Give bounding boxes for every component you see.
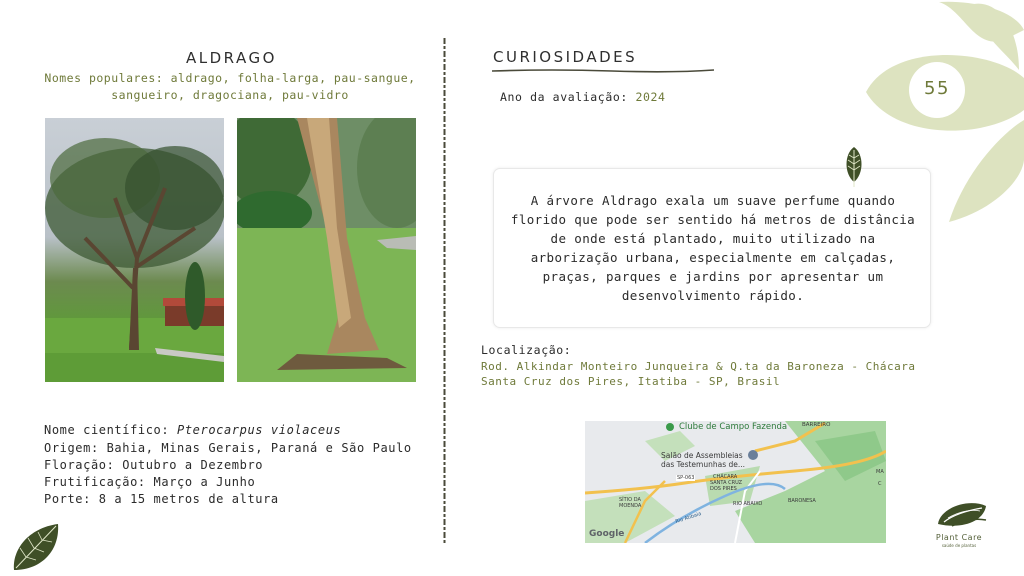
location-address: Rod. Alkindar Monteiro Junqueira & Q.ta da Baroneza - Chácara Santa Cruz dos Pires, Itatiba - SP, Brasil	[481, 360, 916, 388]
map-label-sitio-1: SÍTIO DA	[619, 497, 641, 503]
fact-flowering: Floração: Outubro a Dezembro	[44, 458, 264, 472]
curiosity-text: A árvore Aldrago exala um suave perfume quando florido que pode ser sentido há metros de distância de onde está plantado, muito utilizado na arborização urbana, especialmente em calçadas, praças, parques e jardins por apresentar um desenvolvimento rápido.	[510, 193, 916, 303]
map-label-edge-ma: MA	[876, 469, 884, 475]
fact-fruiting: Frutificação: Março a Junho	[44, 475, 256, 489]
map-label-baronesa: BARONESA	[788, 498, 816, 504]
google-logo: Google	[589, 529, 625, 539]
map-label-barreiro: BARREIRO	[802, 422, 831, 428]
popular-names-line2: sangueiro, dragociana, pau-vidro	[111, 88, 349, 102]
tree-photo-full	[45, 118, 224, 382]
logo-name: Plant Care	[935, 533, 983, 542]
scientific-name: Pterocarpus violaceus	[177, 423, 342, 437]
map-label-edge-c: C	[878, 481, 882, 487]
map-label-rio-abaixo: RIO ABAIXO	[733, 501, 763, 507]
plant-facts	[44, 440, 412, 508]
plant-title: ALDRAGO	[186, 49, 277, 67]
map-label-sp063: SP-063	[677, 475, 695, 481]
map-label-salao-1: Salão de Assembleias	[661, 451, 743, 460]
fact-origin: Origem: Bahia, Minas Gerais, Paraná e São Paulo	[44, 441, 412, 455]
tree-trunk-photo	[237, 118, 416, 382]
curiosities-title: CURIOSIDADES	[493, 48, 638, 66]
fact-size: Porte: 8 a 15 metros de altura	[44, 492, 279, 506]
title-underline	[492, 68, 714, 73]
map-label-sitio-2: MOENDA	[619, 503, 642, 509]
evaluation-year	[500, 90, 666, 104]
page-number: 55	[924, 78, 950, 99]
map-label-river: Rio Atibaia	[674, 510, 703, 526]
scientific-name-row	[44, 422, 341, 439]
year-label: Ano da avaliação:	[500, 90, 628, 104]
map-label-chacara-2: SANTA CRUZ	[710, 480, 743, 486]
column-divider	[443, 38, 446, 544]
popular-names	[44, 70, 416, 104]
leaf-icon	[8, 520, 64, 572]
scientific-label: Nome científico:	[44, 423, 170, 437]
map-label-chacara-3: DOS PIRES	[710, 486, 737, 492]
map-label-chacara-1: CHÁCARA	[713, 474, 738, 480]
map-label-clube: Clube de Campo Fazenda	[679, 422, 788, 432]
popular-names-line1: Nomes populares: aldrago, folha-larga, pau-sangue,	[44, 71, 416, 85]
location-label: Localização:	[481, 343, 572, 357]
map-label-salao-2: das Testemunhas de...	[661, 460, 746, 469]
location-map[interactable]	[585, 421, 886, 543]
year-value: 2024	[635, 90, 666, 104]
logo-tagline: saúde de plantas	[941, 543, 977, 548]
